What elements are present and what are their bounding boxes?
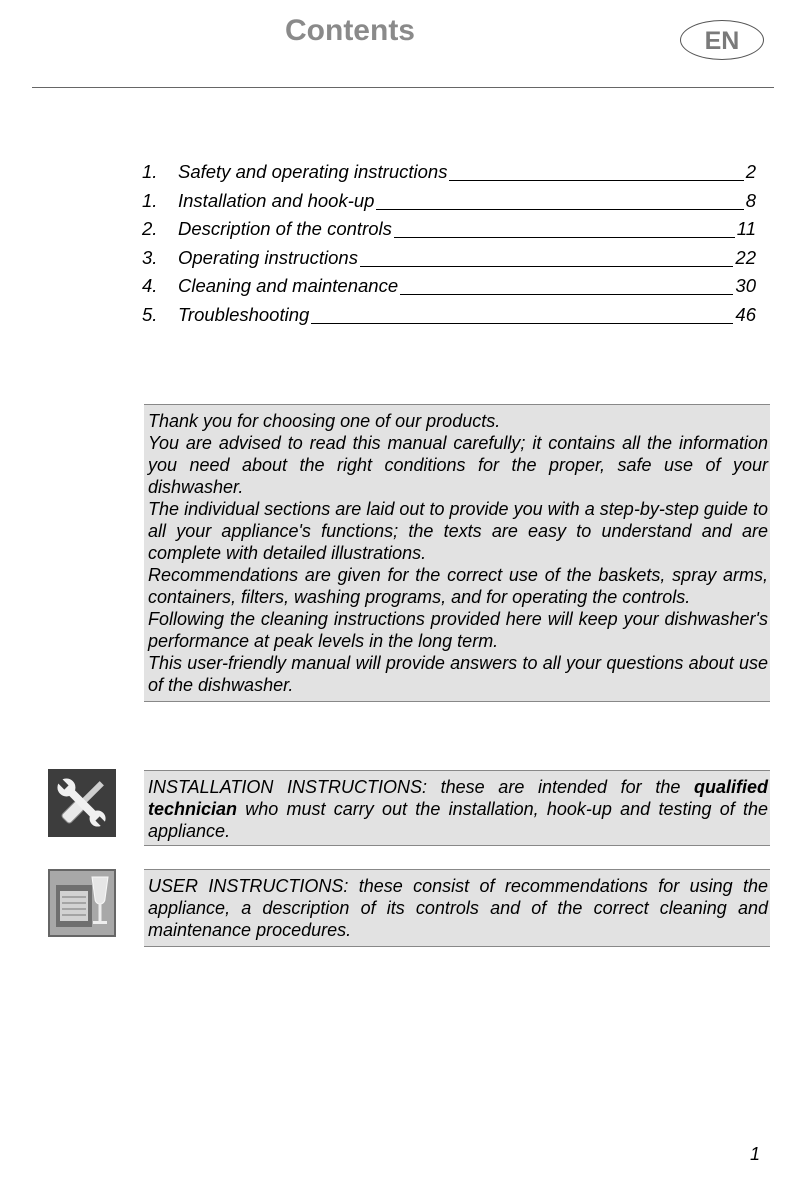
installation-notice-prefix: INSTALLATION INSTRUCTIONS: these are intended for the: [148, 777, 694, 797]
intro-paragraph: This user-friendly manual will provide answers to all your questions about use of the dishwasher.: [148, 653, 768, 695]
toc-page: 2: [745, 161, 756, 182]
toc-label: Installation and hook-up: [178, 189, 375, 211]
toc-page: 30: [735, 275, 756, 297]
installation-notice: [144, 770, 770, 846]
toc-entry[interactable]: [142, 244, 756, 273]
toc-label: Operating instructions: [178, 246, 358, 268]
toc-entry[interactable]: [142, 215, 756, 244]
toc-page: 46: [735, 303, 756, 325]
header-rule: [32, 87, 774, 88]
toc-leader: [360, 251, 733, 267]
toc-page: 22: [735, 246, 756, 268]
toc-label: Cleaning and maintenance: [178, 275, 399, 297]
toc-leader: [400, 279, 733, 295]
page-number: 1: [749, 1144, 760, 1164]
toc-number: 4.: [142, 275, 158, 297]
toc-entry[interactable]: [142, 272, 756, 301]
toc-entry[interactable]: [142, 187, 756, 216]
toc-label: Troubleshooting: [178, 303, 310, 325]
toc-label: Safety and operating instructions: [178, 161, 448, 182]
intro-paragraph: Thank you for choosing one of our products.: [148, 411, 501, 431]
toc-leader: [394, 222, 735, 238]
page-title: Contents: [285, 14, 415, 47]
toc-page: 8: [745, 189, 756, 211]
toc-number: 3.: [142, 246, 158, 268]
installation-notice-emphasis: qualified technician: [148, 777, 768, 819]
toc-number: 1.: [142, 189, 158, 211]
toc-label: Description of the controls: [178, 218, 392, 240]
table-of-contents: [142, 158, 756, 330]
toc-leader: [449, 165, 743, 181]
dishwasher-glass-icon: [48, 869, 116, 937]
toc-leader: [376, 194, 743, 210]
toc-page: 11: [736, 218, 756, 240]
intro-box: [144, 404, 770, 702]
intro-paragraph: Recommendations are given for the correct use of the baskets, spray arms, containers, filters, washing programs, and for operating the controls.: [148, 565, 768, 607]
user-notice: USER INSTRUCTIONS: these consist of recommendations for using the appliance, a description of its controls and of the correct cleaning and maintenance procedures.: [144, 869, 770, 947]
language-badge: EN: [680, 20, 764, 60]
toc-number: 2.: [142, 218, 158, 240]
intro-paragraph: You are advised to read this manual carefully; it contains all the information you need about the right conditions for the proper, safe use of your dishwasher.: [148, 433, 768, 497]
toc-entry[interactable]: [142, 301, 756, 330]
toc-leader: [311, 308, 733, 324]
intro-paragraph: Following the cleaning instructions provided here will keep your dishwasher's performance at peak levels in the long term.: [148, 609, 768, 651]
toc-number: 5.: [142, 303, 158, 325]
wrench-screwdriver-icon: [48, 769, 116, 837]
toc-entry[interactable]: [142, 158, 756, 187]
installation-notice-suffix: who must carry out the installation, hook-up and testing of the appliance.: [148, 799, 768, 841]
toc-number: 1.: [142, 161, 158, 182]
intro-paragraph: The individual sections are laid out to provide you with a step-by-step guide to all your appliance's functions; the texts are easy to understand and are complete with detailed illustrations.: [148, 499, 768, 563]
